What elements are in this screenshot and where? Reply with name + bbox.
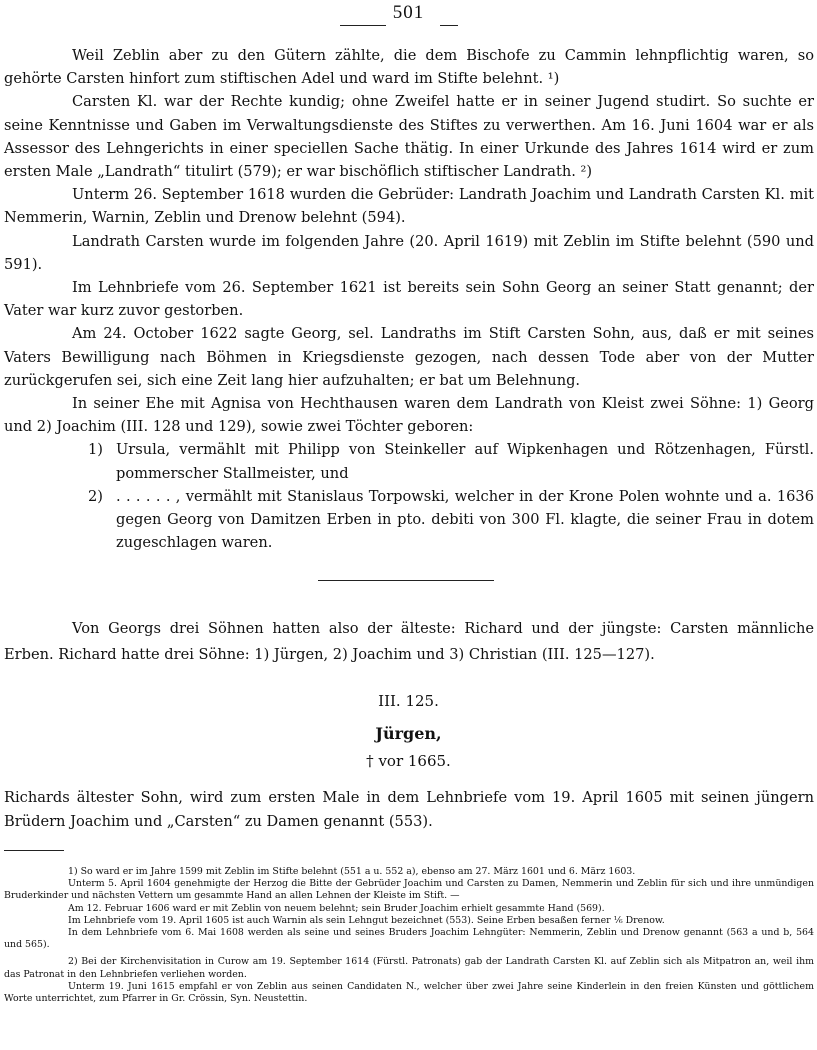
paragraph: Unterm 26. September 1618 wurden die Gebrüder: Landrath Joachim und Landrath Carsten Kl. mit Nemmerin, Warnin, Zeblin und Drenow belehnt (594). xyxy=(4,186,814,227)
footnote-line: 1) So ward er im Jahre 1599 mit Zeblin im Stifte belehnt (551 a u. 552 a), ebenso am 27. März 1601 und 6. März 1603. xyxy=(68,866,636,877)
list-text: . . . . . . , vermählt mit Stanislaus Torpowski, welcher in der Krone Polen wohnte und a. 1636 gegen Georg von Damitzen Erben in pto. debiti von 300 Fl. klagte, die seiner Frau in dotem zugeschlagen waren. xyxy=(116,487,814,552)
entry-text xyxy=(4,786,814,834)
page-number-rule-right xyxy=(440,25,458,26)
list-text: Ursula, vermählt mit Philipp von Steinkeller auf Wipkenhagen und Rötzenhagen, Fürstl. pommerscher Stallmeister, und xyxy=(116,441,814,482)
entry-date: † vor 1665. xyxy=(366,752,451,770)
list-item xyxy=(4,438,814,484)
main-text xyxy=(4,44,814,554)
entry-paragraph: Richards ältester Sohn, wird zum ersten Male in dem Lehnbriefe vom 19. April 1605 mit seinen jüngern Brüdern Joachim und „Carsten“ zu Damen genannt (553). xyxy=(4,789,814,830)
footnotes xyxy=(4,866,814,1005)
paragraph: Carsten Kl. war der Rechte kundig; ohne Zweifel hatte er in seiner Jugend studirt. So suchte er seine Kenntnisse und Gaben im Verwaltungsdienste des Stiftes zu verwerthen. Am 16. Juni 1604 war er als Assessor des Lehngerichts in einer speciellen Sache thätig. In einer Urkunde des Jahres 1614 wird er zum ersten Male „Landrath“ titulirt (579); er war bischöflich stiftischer Landrath. ²) xyxy=(4,93,814,181)
paragraph: Landrath Carsten wurde im folgenden Jahre (20. April 1619) mit Zeblin im Stifte belehnt (590 und 591). xyxy=(4,232,814,273)
footnote-line: 2) Bei der Kirchenvisitation in Curow am 19. September 1614 (Fürstl. Patronats) gab der Landrath Carsten Kl. auf Zeblin sich als Mitpatron an, weil ihm das Patronat in den Lehnbriefen verliehen worden. xyxy=(4,956,814,980)
page-number-rule-left xyxy=(340,25,386,26)
list-number: 2) xyxy=(88,487,103,505)
footnote-line: Am 12. Februar 1606 ward er mit Zeblin von neuem belehnt; sein Bruder Joachim erhielt gesammte Hand (569). xyxy=(68,902,605,914)
footnote-rule xyxy=(4,850,64,851)
paragraph: Am 24. October 1622 sagte Georg, sel. Landraths im Stift Carsten Sohn, aus, daß er mit seines Vaters Bewilligung nach Böhmen in Kriegsdienste gezogen, nach dessen Tode aber von der Mutter zurückgerufen sei, sich eine Zeit lang hier aufzuhalten; er bat um Belehnung. xyxy=(4,325,814,389)
page-number: 501 xyxy=(392,2,425,23)
footnote-line: Unterm 5. April 1604 genehmigte der Herzog die Bitte der Gebrüder Joachim und Carsten zu Damen, Nemmerin und Zeblin für sich und ihre unmündigen Bruderkinder und nächsten Vettern um gesammte Hand an allen Lehnen der Kleiste im Stift. — xyxy=(4,878,814,902)
paragraph: In seiner Ehe mit Agnisa von Hechthausen waren dem Landrath von Kleist zwei Söhne: 1) Georg und 2) Joachim (III. 128 und 129), sowie zwei Töchter geboren: xyxy=(4,395,814,436)
section-divider xyxy=(318,580,494,581)
footnote-line: In dem Lehnbriefe vom 6. Mai 1608 werden als seine und seines Bruders Joachim Lehngüter: Nemmerin, Zeblin und Drenow genannt (563 a und b, 564 und 565). xyxy=(4,927,814,951)
list-item xyxy=(4,485,814,555)
paragraph: Im Lehnbriefe vom 26. September 1621 ist bereits sein Sohn Georg an seiner Statt genannt; der Vater war kurz zuvor gestorben. xyxy=(4,279,814,320)
entry-heading: Jürgen, xyxy=(375,724,442,743)
entry-code: III. 125. xyxy=(378,692,439,710)
summary-paragraph: Von Georgs drei Söhnen hatten also der älteste: Richard und der jüngste: Carsten männliche Erben. Richard hatte drei Söhne: 1) Jürgen, 2) Joachim und 3) Christian (III. 125—127). xyxy=(4,620,814,663)
footnote-line: Im Lehnbriefe vom 19. April 1605 ist auch Warnin als sein Lehngut bezeichnet (553). Seine Erben besaßen ferner ⅙ Drenow. xyxy=(68,914,665,926)
list-number: 1) xyxy=(88,441,103,459)
summary-section xyxy=(4,616,814,668)
paragraph: Weil Zeblin aber zu den Gütern zählte, die dem Bischofe zu Cammin lehnpflichtig waren, so gehörte Carsten hinfort zum stiftischen Adel und ward im Stifte belehnt. ¹) xyxy=(4,47,814,88)
footnote-line: Unterm 19. Juni 1615 empfahl er von Zeblin aus seinen Candidaten N., welcher über zwei Jahre seine Kinderlein in den freien Künsten und göttlichem Worte unterrichtet, zum Pfarrer in Gr. Crössin, Syn. Neustettin. xyxy=(4,980,814,1005)
